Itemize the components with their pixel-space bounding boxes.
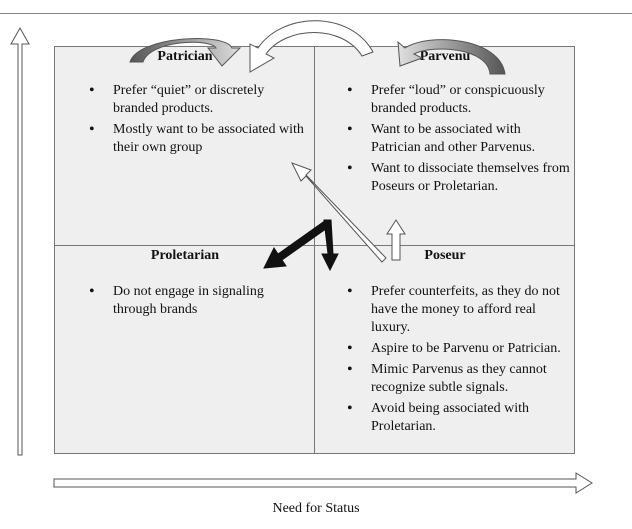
- patrician-title: Patrician: [157, 49, 213, 64]
- poseur-bullet-1: • Prefer counterfeits, as they do not have the money to afford real luxury.: [345, 283, 571, 337]
- parvenu-to-patrician-arrow: [250, 21, 373, 72]
- vertical-axis-arrow: [11, 28, 29, 455]
- patrician-bullet-1: • Prefer “quiet” or discretely branded products.: [87, 82, 309, 118]
- patrician-self-arrow: [130, 39, 240, 66]
- poseur-bullet-2: • Aspire to be Parvenu or Patrician.: [345, 340, 571, 358]
- poseur-bullet-3: • Mimic Parvenus as they cannot recognize subtle signals.: [345, 361, 571, 397]
- x-axis-label: Need for Status: [272, 501, 360, 516]
- poseur-bullet-4: • Avoid being associated with Proletarian.: [345, 400, 571, 436]
- parvenu-bullet-2: • Want to be associated with Patrician and other Parvenus.: [345, 121, 571, 157]
- horizontal-axis-arrow: [54, 473, 592, 493]
- patrician-bullet-2: • Mostly want to be associated with their own group: [87, 121, 309, 157]
- poseur-title: Poseur: [424, 248, 466, 263]
- parvenu-title: Parvenu: [419, 49, 471, 64]
- avoid-down-arrow: [322, 220, 338, 270]
- avoid-proletarian-arrow: [264, 220, 330, 268]
- proletarian-title: Proletarian: [150, 248, 220, 263]
- poseur-to-parvenu-arrow: [292, 163, 386, 262]
- proletarian-bullet-1: • Do not engage in signaling through brands: [87, 283, 309, 319]
- parvenu-self-arrow: [398, 40, 505, 74]
- poseur-up-arrow: [387, 220, 405, 260]
- parvenu-bullet-1: • Prefer “loud” or conspicuously branded products.: [345, 82, 571, 118]
- parvenu-bullet-3: • Want to dissociate themselves from Poseurs or Proletarian.: [345, 160, 571, 196]
